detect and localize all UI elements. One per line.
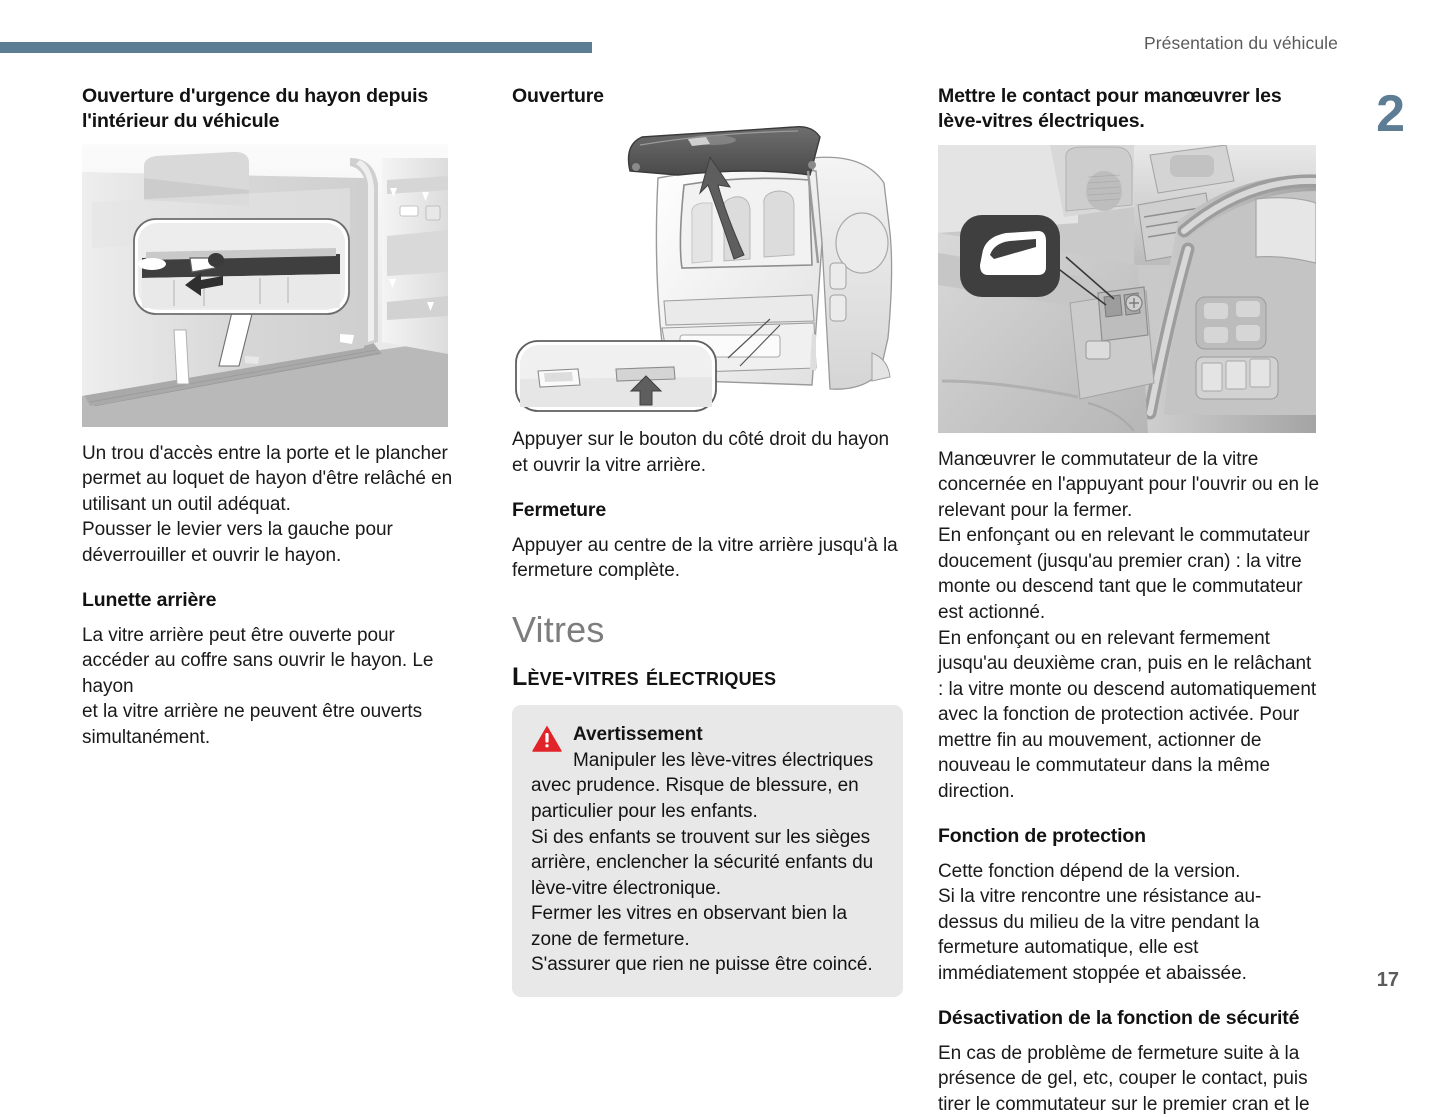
warning-line-4: S'assurer que rien ne puisse être coincé. xyxy=(531,954,873,976)
section-subtitle-electric-windows: Lève-vitres électriques xyxy=(512,662,777,691)
column-3 xyxy=(938,84,1320,1117)
paragraph-rear-window-2: et la vitre arrière ne peuvent être ouverts simultanément. xyxy=(82,701,423,748)
figure-driver-door-window-switch xyxy=(938,145,1320,433)
paragraph-operate-switch: Manœuvrer le commutateur de la vitre concernée en l'appuyant pour l'ouvrir ou en le relevant pour la fermer. xyxy=(938,448,1319,521)
warning-line-2: Si des enfants se trouvent sur les sièges arrière, enclencher la sécurité enfants du lève-vitre électronique. xyxy=(531,826,874,899)
heading-protection-function: Fonction de protection xyxy=(938,825,1146,848)
heading-rear-window: Lunette arrière xyxy=(82,589,217,612)
header-rule xyxy=(0,42,592,53)
heading-emergency-tailgate-opening: Ouverture d'urgence du hayon depuis l'intérieur du véhicule xyxy=(82,85,429,133)
paragraph-rear-window-1: La vitre arrière peut être ouverte pour accéder au coffre sans ouvrir le hayon. Le hayon xyxy=(82,624,434,697)
figure-interior-rear-door-latch xyxy=(82,144,466,427)
warning-title: Avertissement xyxy=(573,724,703,746)
paragraph-press-centre: Appuyer au centre de la vitre arrière jusqu'à la fermeture complète. xyxy=(512,534,898,582)
paragraph-access-hole: Un trou d'accès entre la porte et le plancher permet au loquet de hayon d'être relâché en utilisant un outil adéquat. xyxy=(82,442,453,515)
paragraph-push-lever: Pousser le levier vers la gauche pour déverrouiller et ouvrir le hayon. xyxy=(82,519,393,566)
paragraph-frost-problem: En cas de problème de fermeture suite à la présence de gel, etc, couper le contact, puis tirer le commutateur sur le premier cran et le xyxy=(938,1042,1310,1115)
warning-box xyxy=(512,705,903,996)
warning-triangle-icon xyxy=(531,724,563,752)
paragraph-version-dependent: Cette fonction dépend de la version. xyxy=(938,860,1241,882)
warning-line-1: Manipuler les lève-vitres électriques avec prudence. Risque de blessure, en particulier pour les enfants. xyxy=(531,749,874,823)
paragraph-resistance-stop: Si la vitre rencontre une résistance au-dessus du milieu de la vitre pendant la fermeture automatique, elle est immédiatement stoppée et abaissée. xyxy=(938,886,1262,984)
heading-ignition-for-windows: Mettre le contact pour manœuvrer les lève-vitres électriques. xyxy=(938,85,1282,133)
section-title-windows: Vitres xyxy=(512,608,605,650)
page-number: 17 xyxy=(1376,969,1399,991)
running-head: Présentation du véhicule xyxy=(1143,33,1338,53)
paragraph-first-notch: En enfonçant ou en relevant le commutateur doucement (jusqu'au premier cran) : la vitre monte ou descend tant que le commutateur est actionné. xyxy=(938,525,1310,623)
column-1 xyxy=(82,84,466,751)
heading-opening: Ouverture xyxy=(512,85,604,107)
paragraph-second-notch: En enfonçant ou en relevant fermement jusqu'au deuxième cran, puis en le relâchant : la vitre monte ou descend automatiquement avec la fonction de protection activée. Pour mettre fin au mouvement, actionner de nouveau le commutateur dans la même direction. xyxy=(938,627,1317,802)
chapter-number: 2 xyxy=(1376,85,1405,143)
paragraph-press-right-button: Appuyer sur le bouton du côté droit du hayon et ouvrir la vitre arrière. xyxy=(512,429,890,476)
heading-closing: Fermeture xyxy=(512,499,607,522)
column-2 xyxy=(512,84,904,997)
figure-tailgate-rear-window-diagram xyxy=(512,123,904,413)
heading-deactivate-safety: Désactivation de la fonction de sécurité xyxy=(938,1007,1300,1030)
warning-line-3: Fermer les vitres en observant bien la zone de fermeture. xyxy=(531,903,847,950)
